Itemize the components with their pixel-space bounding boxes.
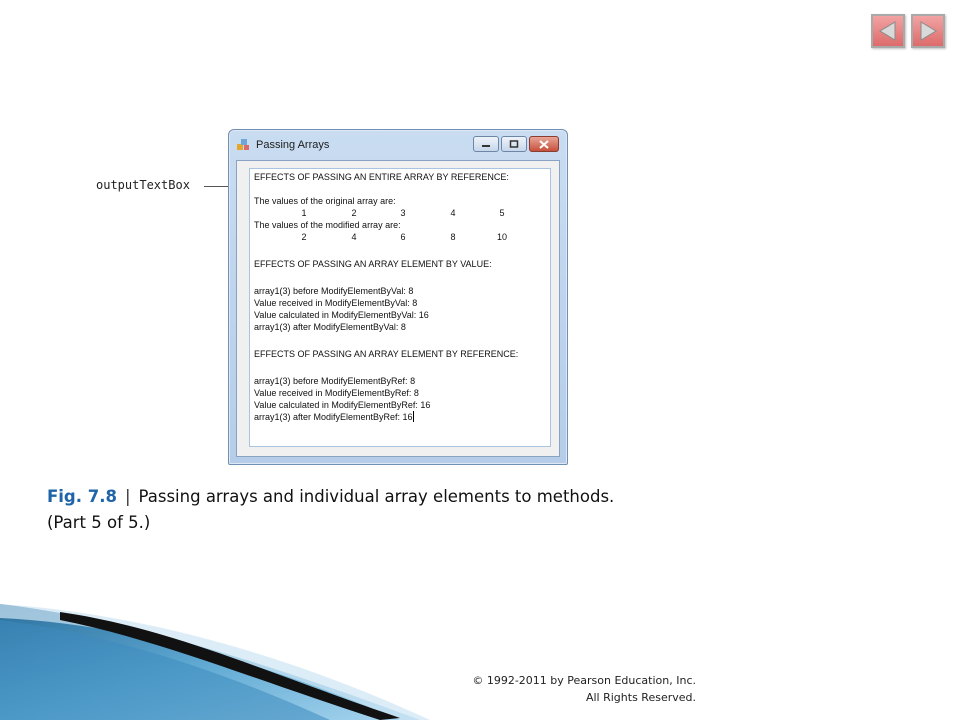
passing-arrays-window	[228, 129, 568, 465]
copyright-notice	[472, 672, 696, 706]
triangle-right-icon	[917, 20, 939, 42]
byval-line: array1(3) before ModifyElementByVal: 8	[254, 286, 414, 296]
caption-separator: |	[124, 487, 131, 506]
modified-value: 4	[351, 232, 357, 242]
original-value: 4	[450, 208, 456, 218]
minimize-icon	[481, 140, 491, 148]
heading-pass-by-reference: EFFECTS OF PASSING AN ENTIRE ARRAY BY REFERENCE:	[254, 172, 509, 182]
minimize-button[interactable]	[473, 136, 499, 152]
callout-label: outputTextBox	[96, 178, 190, 192]
byref-line: array1(3) after ModifyElementByRef: 16	[254, 412, 413, 422]
figure-label: Fig. 7.8	[47, 487, 117, 506]
copyright-line: All Rights Reserved.	[585, 691, 696, 704]
modified-value: 6	[400, 232, 406, 242]
byref-last-line	[254, 411, 414, 423]
window-controls	[473, 136, 559, 152]
byval-line: Value received in ModifyElementByVal: 8	[254, 298, 418, 308]
modified-array-label: The values of the modified array are:	[254, 220, 401, 230]
original-value: 2	[351, 208, 357, 218]
title-bar[interactable]	[229, 130, 567, 160]
window-client-area	[236, 160, 560, 457]
maximize-icon	[509, 140, 519, 148]
caption-text: Passing arrays and individual array elements to methods.	[138, 487, 615, 506]
triangle-left-icon	[877, 20, 899, 42]
close-button[interactable]	[529, 136, 559, 152]
modified-value: 2	[301, 232, 307, 242]
byref-line: Value received in ModifyElementByRef: 8	[254, 388, 419, 398]
caption-part: (Part 5 of 5.)	[47, 513, 151, 532]
close-icon	[539, 140, 549, 149]
maximize-button[interactable]	[501, 136, 527, 152]
heading-element-by-reference: EFFECTS OF PASSING AN ARRAY ELEMENT BY REFERENCE:	[254, 349, 519, 359]
previous-slide-button[interactable]	[871, 14, 905, 48]
next-slide-button[interactable]	[911, 14, 945, 48]
byref-line: array1(3) before ModifyElementByRef: 8	[254, 376, 416, 386]
heading-element-by-value: EFFECTS OF PASSING AN ARRAY ELEMENT BY VALUE:	[254, 259, 492, 269]
text-caret	[413, 411, 414, 422]
byref-line: Value calculated in ModifyElementByRef: 16	[254, 400, 431, 410]
window-title: Passing Arrays	[256, 139, 330, 151]
figure-caption	[47, 484, 614, 536]
app-icon	[237, 139, 250, 151]
modified-value: 10	[496, 232, 507, 242]
original-value: 3	[400, 208, 406, 218]
byval-line: array1(3) after ModifyElementByVal: 8	[254, 322, 406, 332]
byval-line: Value calculated in ModifyElementByVal: 16	[254, 310, 429, 320]
copyright-line: © 1992-2011 by Pearson Education, Inc.	[472, 674, 696, 687]
original-array-label: The values of the original array are:	[254, 196, 396, 206]
original-value: 1	[301, 208, 307, 218]
output-textbox[interactable]	[249, 168, 551, 447]
original-value: 5	[499, 208, 505, 218]
modified-value: 8	[450, 232, 456, 242]
